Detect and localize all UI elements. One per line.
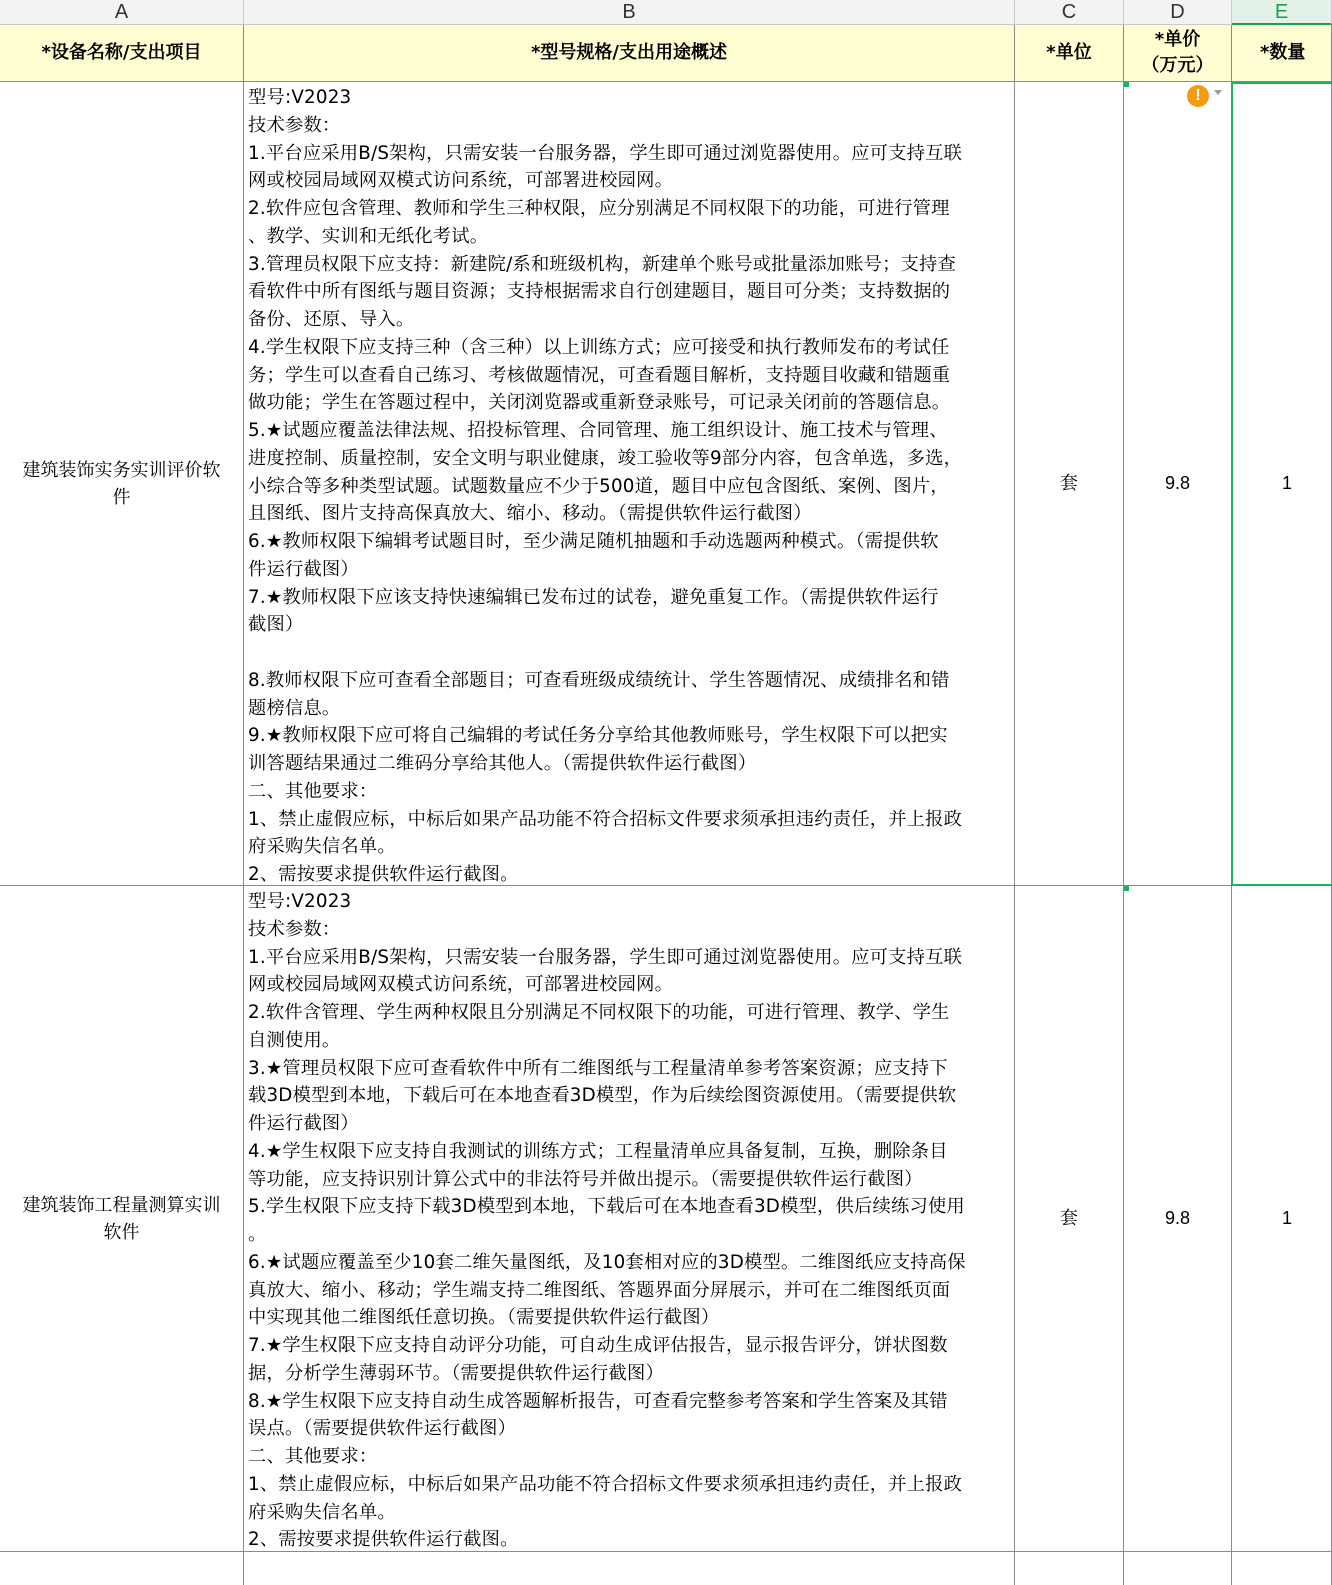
spec-line: 型号:V2023 <box>248 87 352 108</box>
column-header-e[interactable]: E <box>1232 0 1332 25</box>
spec-line: 技术参数： <box>248 114 341 136</box>
spec-line: 、教学、实训和无纸化考试。 <box>248 225 489 247</box>
spec-line: 网或校园局域网双模式访问系统，可部署进校园网。 <box>248 974 674 996</box>
spec-line: 府采购失信名单。 <box>248 836 396 858</box>
spec-line: 2.软件应包含管理、教师和学生三种权限，应分别满足不同权限下的功能，可进行管理 <box>248 198 950 219</box>
spec-line: 进度控制、质量控制，安全文明与职业健康，竣工验收等9部分内容，包含单选，多选， <box>248 447 963 469</box>
spec-line: 载3D模型到本地，下载后可在本地查看3D模型，作为后续绘图资源使用。（需要提供软 <box>248 1085 957 1107</box>
column-header-c[interactable]: C <box>1015 0 1124 25</box>
row1-price: 9.8 <box>1164 473 1191 493</box>
spec-line: 网或校园局域网双模式访问系统，可部署进校园网。 <box>248 170 674 192</box>
spec-line: 做功能；学生在答题过程中，关闭浏览器或重新登录账号，可记录关闭前的答题信息。 <box>248 392 951 414</box>
row2-unit-cell[interactable] <box>1015 886 1124 1552</box>
spec-line: 等功能，应支持识别计算公式中的非法符号并做出提示。（需要提供软件运行截图） <box>248 1168 923 1190</box>
spec-line: 备份、还原、导入。 <box>248 309 415 330</box>
row3-unit-cell[interactable] <box>1015 1552 1124 1585</box>
row2-unit: 套 <box>1060 1208 1078 1229</box>
spec-line: 3.★管理员权限下应可查看软件中所有二维图纸与工程量清单参考答案资源；应支持下 <box>248 1057 948 1079</box>
spec-line: 且图纸、图片支持高保真放大、缩小、移动。（需提供软件运行截图） <box>248 503 812 525</box>
spec-line: 7.★学生权限下应支持自动评分功能，可自动生成评估报告，显示报告评分，饼状图数 <box>248 1335 948 1356</box>
spec-line: 5.学生权限下应支持下载3D模型到本地，下载后可在本地查看3D模型，供后续练习使用 <box>248 1196 965 1218</box>
spec-line: 据，分析学生薄弱环节。（需要提供软件运行截图） <box>248 1362 664 1384</box>
row1-name-cell[interactable] <box>0 82 244 886</box>
row2-name-cell[interactable] <box>0 886 244 1552</box>
row3-spec-cell[interactable] <box>244 1552 1015 1585</box>
header-cell-unit[interactable] <box>1015 25 1124 82</box>
spec-line: 9.★教师权限下应可将自己编辑的考试任务分享给其他教师账号，学生权限下可以把实 <box>248 725 948 747</box>
chevron-down-icon[interactable] <box>1214 90 1222 95</box>
spec-line: 2、需按要求提供软件运行截图。 <box>248 864 519 885</box>
row1-qty: 1 <box>1282 473 1293 493</box>
header-cell-name[interactable] <box>0 25 244 82</box>
spec-line: 2.软件含管理、学生两种权限且分别满足不同权限下的功能，可进行管理、教学、学生 <box>248 1002 950 1023</box>
row2-name-line1: 建筑装饰工程量测算实训 <box>22 1194 221 1216</box>
spec-line: 件运行截图） <box>248 558 359 580</box>
spec-line: 训答题结果通过二维码分享给其他人。（需提供软件运行截图） <box>248 753 757 774</box>
row2-price-cell[interactable] <box>1124 886 1232 1552</box>
spec-line: 题榜信息。 <box>248 697 341 719</box>
row2-name-line2: 软件 <box>103 1221 140 1243</box>
spec-line: 型号:V2023 <box>248 891 352 912</box>
row1-price-cell[interactable] <box>1124 82 1232 886</box>
spec-line: 1.平台应采用B/S架构，只需安装一台服务器，学生即可通过浏览器使用。应可支持互联 <box>248 142 963 164</box>
spec-line: 府采购失信名单。 <box>248 1501 396 1523</box>
spec-line: 截图） <box>248 614 304 636</box>
spec-line: 务；学生可以查看自己练习、考核做题情况，可查看题目解析，支持题目收藏和错题重 <box>248 364 951 386</box>
spec-line: 7.★教师权限下应该支持快速编辑已发布过的试卷，避免重复工作。（需提供软件运行 <box>248 586 939 608</box>
spec-line: 技术参数： <box>248 918 341 940</box>
cell-marker <box>1124 886 1129 891</box>
spec-line: 中实现其他二维图纸任意切换。（需要提供软件运行截图） <box>248 1307 720 1329</box>
spec-line: 真放大、缩小、移动；学生端支持二维图纸、答题界面分屏展示，并可在二维图纸页面 <box>248 1279 951 1301</box>
row1-unit: 套 <box>1060 473 1078 494</box>
header-cell-price[interactable] <box>1124 25 1232 82</box>
spec-line: 8.★学生权限下应支持自动生成答题解析报告，可查看完整参考答案和学生答案及其错 <box>248 1390 948 1412</box>
header-cell-spec[interactable] <box>244 25 1015 82</box>
spec-line: 6.★试题应覆盖至少10套二维矢量图纸，及10套相对应的3D模型。二维图纸应支持高保 <box>248 1251 966 1273</box>
spec-line: 二、其他要求： <box>248 1446 378 1467</box>
row1-qty-cell[interactable] <box>1232 82 1332 886</box>
header-price-label: *单价 <box>1154 29 1201 50</box>
spec-line: 。 <box>248 1224 267 1245</box>
spec-line: 4.★学生权限下应支持自我测试的训练方式；工程量清单应具备复制，互换，删除条目 <box>248 1140 948 1162</box>
row2-qty: 1 <box>1282 1208 1293 1228</box>
spec-line: 看软件中所有图纸与题目资源；支持根据需求自行创建题目，题目可分类；支持数据的 <box>248 281 951 303</box>
header-cell-qty[interactable] <box>1232 25 1332 82</box>
spec-line: 1、禁止虚假应标，中标后如果产品功能不符合招标文件要求须承担违约责任，并上报政 <box>248 808 963 830</box>
row3-price-cell[interactable] <box>1124 1552 1232 1585</box>
row1-name-line1: 建筑装饰实务实训评价软 <box>22 459 221 481</box>
row1-spec-cell[interactable] <box>244 82 1015 886</box>
header-name-label: *设备名称/支出项目 <box>41 42 202 63</box>
row2-spec-cell[interactable] <box>244 886 1015 1552</box>
spec-line: 二、其他要求： <box>248 780 378 802</box>
spec-line: 误点。（需要提供软件运行截图） <box>248 1418 517 1440</box>
spec-line: 1.平台应采用B/S架构，只需安装一台服务器，学生即可通过浏览器使用。应可支持互联 <box>248 946 963 968</box>
row1-unit-cell[interactable] <box>1015 82 1124 886</box>
spec-line: 5.★试题应覆盖法律法规、招投标管理、合同管理、施工组织设计、施工技术与管理、 <box>248 420 948 441</box>
spec-line: 件运行截图） <box>248 1113 359 1134</box>
spec-line <box>248 639 1010 667</box>
row2-price: 9.8 <box>1164 1208 1191 1228</box>
exclamation-circle-icon[interactable]: ! <box>1187 85 1209 107</box>
spec-line: 6.★教师权限下编辑考试题目时，至少满足随机抽题和手动选题两种模式。（需提供软 <box>248 531 939 552</box>
row2-qty-cell[interactable] <box>1232 886 1332 1552</box>
spec-line: 1、禁止虚假应标，中标后如果产品功能不符合招标文件要求须承担违约责任，并上报政 <box>248 1473 963 1495</box>
spec-line: 2、需按要求提供软件运行截图。 <box>248 1529 519 1551</box>
column-header-b[interactable]: B <box>244 0 1015 25</box>
column-header-d[interactable]: D <box>1124 0 1232 25</box>
cell-marker <box>1124 82 1129 87</box>
spec-line: 4.学生权限下应支持三种（含三种）以上训练方式；应可接受和执行教师发布的考试任 <box>248 336 950 358</box>
column-header-a[interactable]: A <box>0 0 244 25</box>
header-spec-label: *型号规格/支出用途概述 <box>531 42 727 63</box>
row3-name-cell[interactable] <box>0 1552 244 1585</box>
header-price-unit-label: （万元） <box>1141 55 1214 76</box>
header-unit-label: *单位 <box>1046 42 1092 63</box>
row1-name-line2: 件 <box>112 486 131 508</box>
row3-qty-cell[interactable] <box>1232 1552 1332 1585</box>
spec-line: 3.管理员权限下应支持：新建院/系和班级机构，新建单个账号或批量添加账号；支持查 <box>248 253 957 275</box>
header-qty-label: *数量 <box>1260 42 1306 63</box>
spec-line: 小综合等多种类型试题。试题数量应不少于500道，题目中应包含图纸、案例、图片， <box>248 475 949 497</box>
spec-line: 自测使用。 <box>248 1029 341 1051</box>
spec-line: 8.教师权限下应可查看全部题目；可查看班级成绩统计、学生答题情况、成绩排名和错 <box>248 669 950 691</box>
